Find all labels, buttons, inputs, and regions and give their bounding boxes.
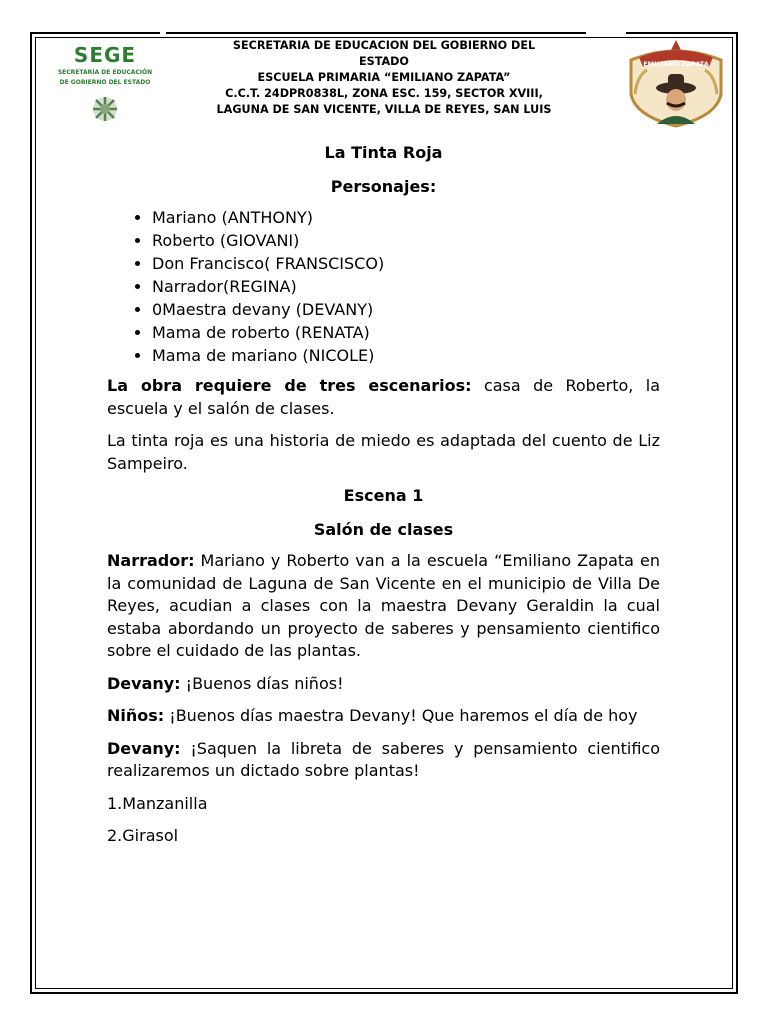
speaker-name: Narrador: [107,551,195,570]
sege-logo-subtitle-1: SECRETARÍA DE EDUCACIÓN [57,69,153,76]
characters-heading: Personajes: [330,177,437,196]
characters-list [107,206,660,367]
dialogue-line [107,738,660,783]
document-title: La Tinta Roja [324,143,443,162]
intro-paragraph: La tinta roja es una historia de miedo es adaptada del cuento de Liz Sampeiro. [107,431,660,473]
speaker-name: Devany: [107,738,181,758]
speaker-name: Devany: [107,673,181,693]
state-emblem-icon [88,92,122,126]
stages-label: La obra requiere de tres escenarios: [107,376,472,395]
header-line-2: ESTADO [359,55,409,68]
school-logo-text: EMILIANO ZAPATA [643,60,709,68]
document-body [107,142,660,858]
header-line-3: ESCUELA PRIMARIA “EMILIANO ZAPATA” [257,71,511,84]
dialogue-line [107,673,660,696]
list-item: • Narrador(REGINA) [152,275,660,298]
school-logo [627,36,725,128]
border-gap [586,30,626,34]
scene-place: Salón de clases [313,519,454,539]
list-item: • Mama de mariano (NICOLE) [152,344,660,367]
document-header [186,38,582,116]
list-item: • Mama de roberto (RENATA) [152,321,660,344]
scene-heading: Escena 1 [343,486,424,505]
header-line-4: C.C.T. 24DPR0838L, ZONA ESC. 159, SECTOR XVIII, [225,87,543,100]
list-item: • Don Francisco( FRANSCISCO) [152,252,660,275]
sege-logo-word: SEGE [73,43,137,67]
list-item: • 0Maestra devany (DEVANY) [152,298,660,321]
dialogue-text: ¡Buenos días niños! [180,673,344,693]
stages-paragraph [107,375,660,420]
list-item: • Roberto (GIOVANI) [152,229,660,252]
list-item: • Mariano (ANTHONY) [152,206,660,229]
header-line-1: SECRETARIA DE EDUCACION DEL GOBIERNO DEL [232,39,536,52]
numbered-item: 1.Manzanilla [107,793,208,813]
stages-text: casa de Roberto, la escuela y el salón de clases. [107,376,661,418]
dialogue-line [107,550,660,663]
numbered-item: 2.Girasol [107,826,179,845]
border-gap [160,30,166,34]
speaker-name: Niños: [107,706,165,725]
header-line-5: LAGUNA DE SAN VICENTE, VILLA DE REYES, SAN LUIS [216,103,552,116]
dialogue-text: Mariano y Roberto van a la escuela “Emiliano Zapata en la comunidad de Laguna de San Vicente en el municipio de Villa De Reyes, acudian a clases con la maestra Devany Geraldin la cual estaba abordando un proyecto de saberes y pensamiento cientifico sobre el cuidado de las plantas. [107,551,660,660]
dialogue-text: ¡Buenos días maestra Devany! Que haremos el día de hoy [164,706,638,725]
dialogue-text: ¡Saquen la libreta de saberes y pensamiento cientifico realizaremos un dictado sobre plantas! [107,738,660,780]
dialogue-line [107,705,660,728]
sege-logo-subtitle-2: DE GOBIERNO DEL ESTADO [59,79,151,86]
sege-logo [42,44,168,124]
